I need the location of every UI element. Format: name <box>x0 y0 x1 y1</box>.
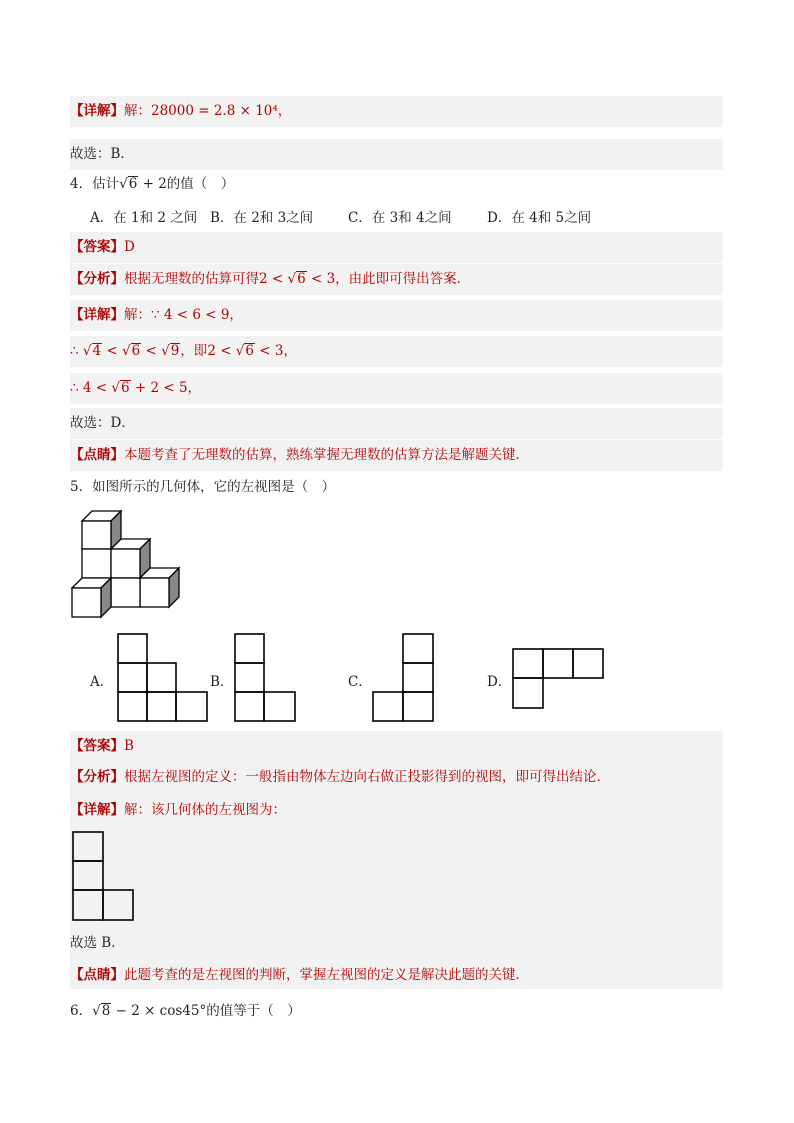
q5-option-a-label[interactable]: A． <box>90 674 114 690</box>
analysis-post: ，由此即可得出答案． <box>335 271 471 287</box>
comment-text: 本题考查了无理数的估算，熟练掌握无理数的估算方法是解题关键． <box>124 447 529 463</box>
detail-tag: 【详解】 <box>70 103 124 119</box>
analysis-pre: 根据无理数的估算可得 <box>124 271 259 287</box>
detail-tag: 【详解】 <box>70 307 124 323</box>
analysis-math-b: < 3 <box>306 271 336 287</box>
math: + 2 < 5， <box>130 380 202 396</box>
sqrt: √6 <box>287 271 306 287</box>
answer-tag: 【答案】 <box>70 738 124 754</box>
grid-square <box>73 861 103 890</box>
namely: ，即 <box>180 343 208 359</box>
detail-comma: ， <box>277 103 292 119</box>
choice-text: 故选：B． <box>70 146 134 162</box>
math: < 3， <box>255 343 297 359</box>
math: ∴ 4 < <box>70 380 112 396</box>
analysis-math-a: 2 < <box>259 271 288 287</box>
detail-formula: ∵ 4 < 6 < 9， <box>151 307 243 323</box>
radicand: 4 <box>92 343 102 359</box>
detail-text: 解： <box>124 307 151 323</box>
detail-text: 解： <box>124 103 151 119</box>
q5-option-b-label[interactable]: B． <box>210 674 234 690</box>
q6-expr: − 2 × cos45° <box>111 1003 207 1019</box>
analysis-tag: 【分析】 <box>70 271 124 287</box>
q5-comment-line <box>70 960 723 991</box>
q4-option-c[interactable]: C．在 3和 4之间 <box>348 210 452 226</box>
q6-number: 6． <box>70 1003 93 1019</box>
lt: < <box>102 343 122 359</box>
radicand: 6 <box>120 380 130 396</box>
detail-text: 解：该几何体的左视图为： <box>124 802 286 818</box>
q4-option-a[interactable]: A．在 1和 2 之间 <box>90 210 198 226</box>
math: 2 < <box>207 343 236 359</box>
q6-stem <box>70 1001 301 1021</box>
q4-prefix: 估计 <box>92 176 120 192</box>
detail-formula: 28000 = 2.8 × 10⁴ <box>151 103 278 119</box>
answer-value: B <box>124 738 134 754</box>
comment-text: 此题考查的是左视图的判断，掌握左视图的定义是解决此题的关键． <box>124 967 529 983</box>
radicand: 6 <box>297 271 306 287</box>
analysis-text: 根据左视图的定义：一般指由物体左边向右做正投影得到的视图，即可得出结论． <box>124 769 610 785</box>
sqrt: √4 <box>82 343 102 359</box>
grid-square <box>103 890 133 920</box>
q5-choice-line <box>70 928 723 959</box>
radicand: 9 <box>170 343 180 359</box>
detail-tag: 【详解】 <box>70 802 124 818</box>
q5-option-c-label[interactable]: C． <box>348 674 372 690</box>
radicand: 8 <box>101 1003 111 1019</box>
therefore: ∴ <box>70 343 83 359</box>
lt: < <box>141 343 162 359</box>
sqrt: √9 <box>161 343 180 359</box>
q6-suffix: 的值等于（ ） <box>206 1003 301 1019</box>
q4-suffix: + 2的值（ ） <box>138 176 235 192</box>
grid-square <box>73 832 103 861</box>
answer-tag: 【答案】 <box>70 239 124 255</box>
radicand: 6 <box>245 343 254 359</box>
q5-option-d-label[interactable]: D． <box>487 674 512 690</box>
choice-text: 故选：D． <box>70 415 135 431</box>
comment-tag: 【点睛】 <box>70 967 124 983</box>
grid-square <box>73 890 103 920</box>
sqrt: √6 <box>122 343 141 359</box>
q4-number: 4． <box>70 176 93 192</box>
q4-option-b[interactable]: B．在 2和 3之间 <box>210 210 314 226</box>
sqrt: √6 <box>111 380 130 396</box>
analysis-tag: 【分析】 <box>70 769 124 785</box>
answer-value: D <box>124 239 135 255</box>
q5-stem: 5．如图所示的几何体，它的左视图是（ ） <box>70 479 336 495</box>
q4-option-d[interactable]: D．在 4和 5之间 <box>487 210 592 226</box>
sqrt: √6 <box>119 176 138 192</box>
radicand: 6 <box>128 176 138 192</box>
choice-text: 故选 B． <box>70 935 125 951</box>
radicand: 6 <box>131 343 141 359</box>
sqrt: √8 <box>92 1003 111 1019</box>
comment-tag: 【点睛】 <box>70 447 124 463</box>
sqrt: √6 <box>235 343 254 359</box>
